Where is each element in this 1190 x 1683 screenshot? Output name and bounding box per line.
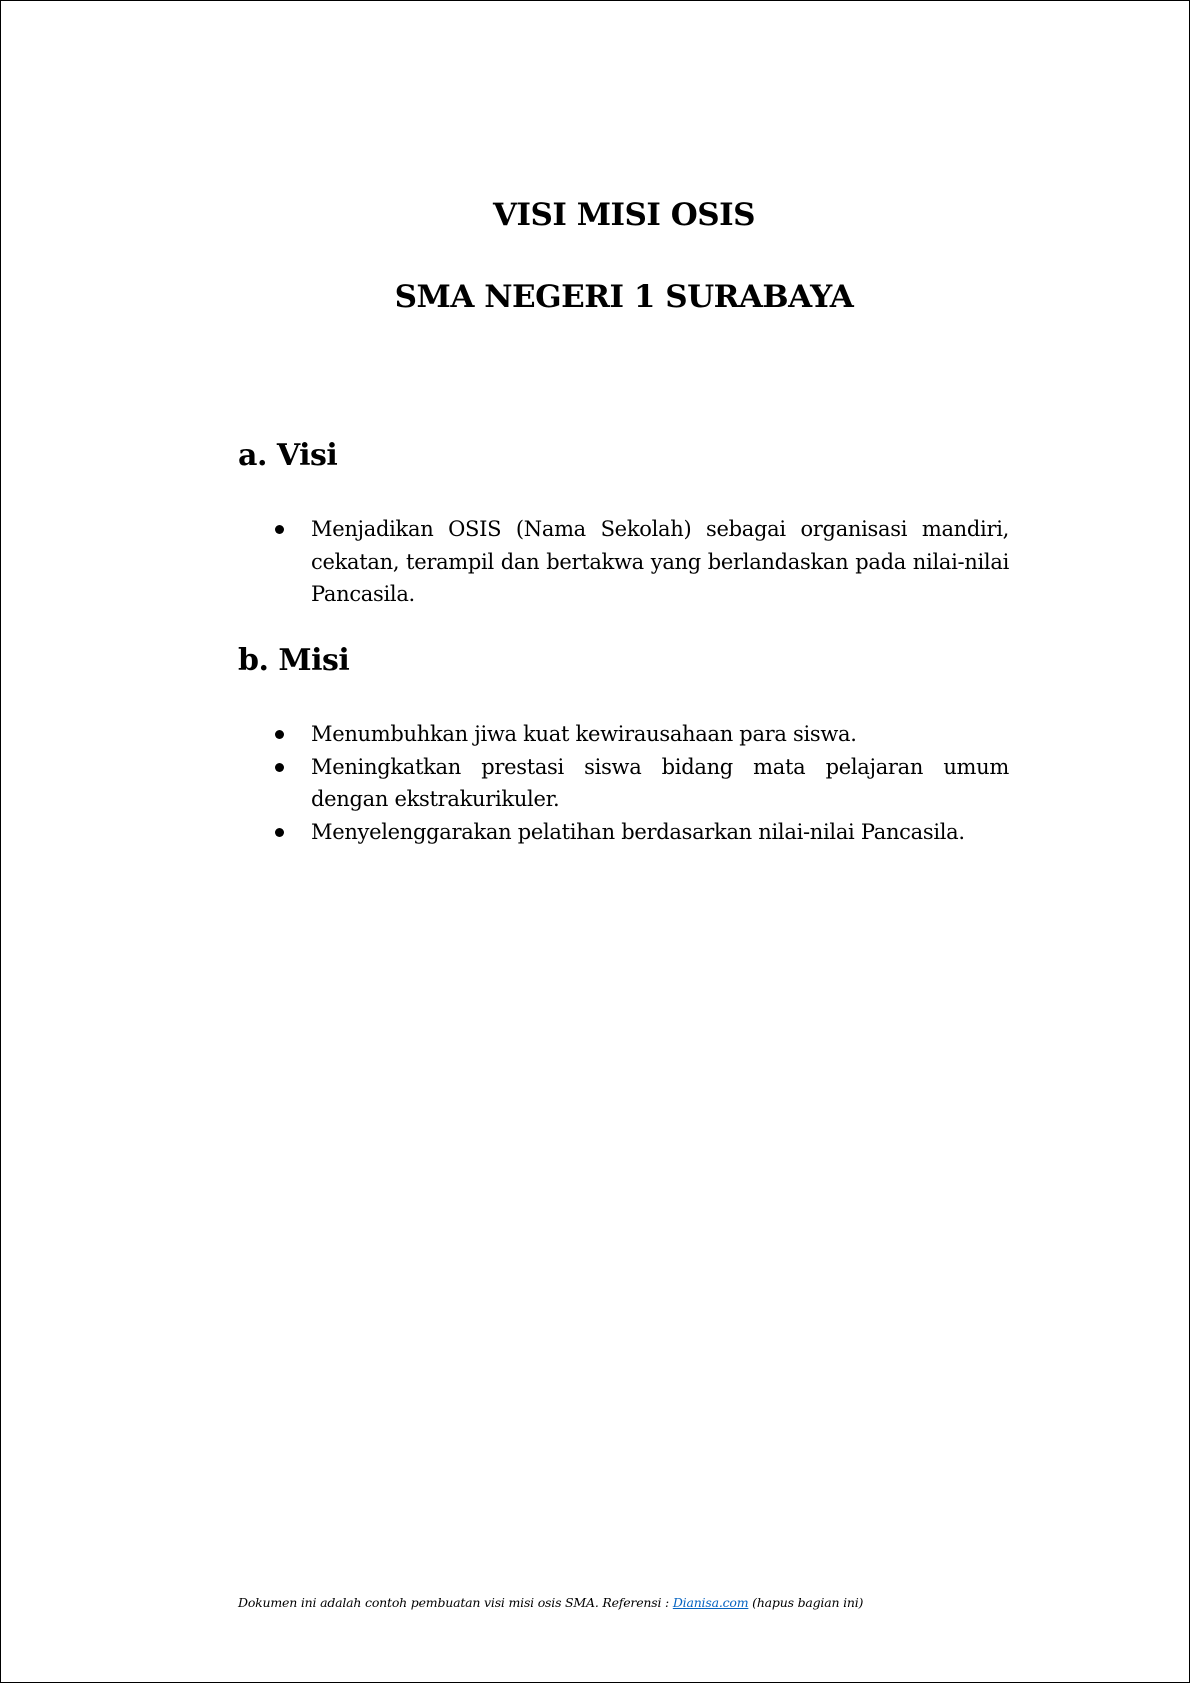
misi-item-text: Menumbuhkan jiwa kuat kewirausahaan para siswa. (311, 722, 857, 746)
reference-link[interactable]: Dianisa.com (672, 1595, 749, 1610)
misi-heading: b. Misi (238, 643, 350, 678)
footer-text: Dokumen ini adalah contoh pembuatan visi misi osis SMA. Referensi : (238, 1595, 673, 1610)
list-item (273, 816, 1009, 849)
misi-list (273, 718, 1009, 848)
list-item (273, 751, 1009, 816)
visi-item-text: Menjadikan OSIS (Nama Sekolah) sebagai organisasi mandiri, cekatan, terampil dan bertakwa yang berlandaskan pada nilai-nilai Pancasila. (311, 517, 1009, 606)
document-subtitle: SMA NEGERI 1 SURABAYA (394, 279, 854, 315)
footer-text-after: (hapus bagian ini) (748, 1595, 864, 1610)
bullet-icon (275, 730, 284, 739)
misi-item-text: Meningkatkan prestasi siswa bidang mata pelajaran umum dengan ekstrakurikuler. (311, 754, 1009, 811)
bullet-icon (275, 525, 284, 534)
misi-item-text: Menyelenggarakan pelatihan berdasarkan nilai-nilai Pancasila. (311, 819, 965, 844)
footer-note (238, 1597, 863, 1610)
list-item (273, 718, 1009, 751)
document-title: VISI MISI OSIS (492, 197, 755, 233)
bullet-icon (275, 828, 284, 837)
visi-list (273, 513, 1009, 611)
list-item (273, 513, 1009, 611)
bullet-icon (275, 763, 284, 772)
visi-heading: a. Visi (238, 438, 338, 473)
